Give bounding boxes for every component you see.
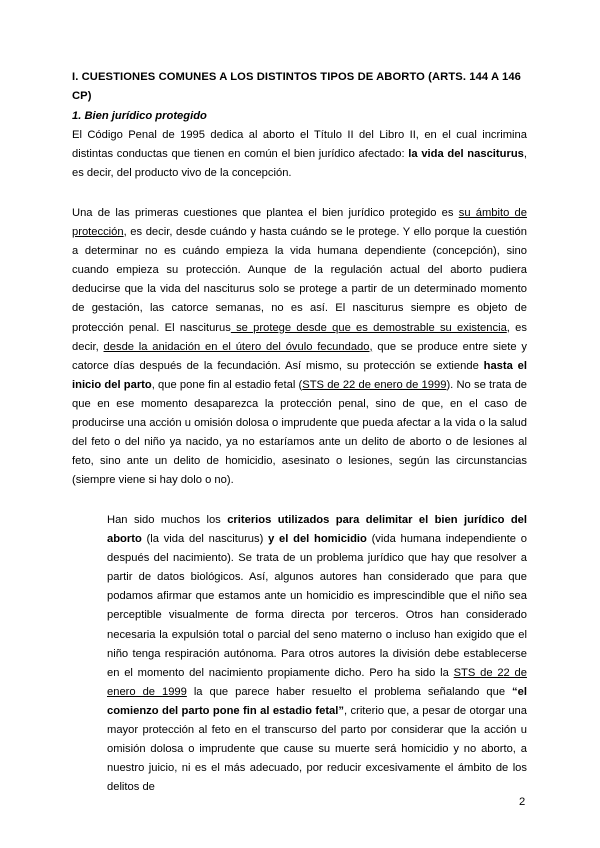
text: , es decir, [72,321,527,353]
underlined-text: desde la anidación en el útero del óvulo fecundado, [103,340,373,353]
text: la que parece haber resuelto el problema señalando que [186,685,513,698]
underlined-text: su ámbito de protección [72,207,528,239]
text: que se produce entre siete y catorce días después de la fecundación. Así mismo, su protección se extiende [72,340,527,372]
text: El Código Penal de 1995 dedica al aborto el Título II del Libro II, en el cual incrimina distintas conductas que tienen en común el bien jurídico afectado: [72,129,527,161]
text: , es decir, del producto vivo de la concepción. [72,148,527,180]
text: (la vida del nasciturus) [141,533,269,546]
text: , que pone fin al estadio fetal ( [151,378,303,391]
paragraph-1 [72,126,527,183]
text: Han sido muchos los [107,514,228,526]
page-number: 2 [519,796,526,808]
paragraph-2 [72,204,527,490]
bold-text: y el del homicidio [268,533,367,546]
bold-text: criterios utilizados para delimitar el bien jurídico del aborto [107,514,527,546]
underlined-text: se protege desde que es demostrable su existencia [230,321,507,334]
citation-link: STS de 22 de enero de 1999 [302,378,447,391]
bold-quote: “el comienzo del parto pone fin al estadio fetal” [107,685,527,717]
bold-text: la vida del nasciturus [408,148,524,161]
text: Una de las primeras cuestiones que plantea el bien jurídico protegido es [72,207,459,219]
text: (vida humana independiente o después del nacimiento). Se trata de un problema jurídico que hay que resolver a partir de datos biológicos. Así, algunos autores han considerado que para que podamos afirmar que estamos ante un homicidio es imprescindible que el niño sea perceptible visualmente de forma directa por terceros. Otros han considerado necesaria la expulsión total o parcial del seno materno o incluso han exigido que el niño tenga respiración autónoma. Para otros autores la división debe establecerse en el momento del nacimiento propiamente dicho. Pero ha sido la [107,533,527,679]
bold-text: hasta el inicio del parto [72,359,527,391]
citation-link: STS de 22 de enero de 1999 [107,666,527,698]
text: ). No se trata de que en ese momento desaparezca la protección penal, sino de que, en el caso de producirse una acción u omisión dolosa o imprudente que pueda afectar a la vida o la salud del feto o del niño ya nacido, ya no estaríamos ante un delito de aborto o de lesiones al feto, sino ante un delito de homicidio, asesinato o lesiones, según las circunstancias (siempre viene si hay dolo o no). [72,378,528,487]
subsection-heading: 1. Bien jurídico protegido [72,110,207,122]
text: , criterio que, a pesar de otorgar una mayor protección al feto en el transcurso del parto por considerar que la acción u omisión dolosa o imprudente que cause su muerte será homicidio y no aborto, a nuestro juicio, ni es el más adecuado, por reducir excesivamente el ámbito de los delitos de [107,704,527,794]
indented-paragraph [107,511,527,797]
text: , es decir, desde cuándo y hasta cuándo se le protege. Y ello porque la cuestión a determinar no es cuándo empieza la vida humana dependiente (concepción), sino cuando empieza su protección. Aunque de la regulación actual del aborto pudiera deducirse que la vida del nasciturus solo se protege a partir de un determinado momento de gestación, las catorce semanas, no es así. El nasciturus siempre es objeto de protección penal. El nasciturus [72,226,527,334]
section-heading: I. CUESTIONES COMUNES A LOS DISTINTOS TIPOS DE ABORTO (ARTS. 144 A 146 CP) [72,71,521,102]
